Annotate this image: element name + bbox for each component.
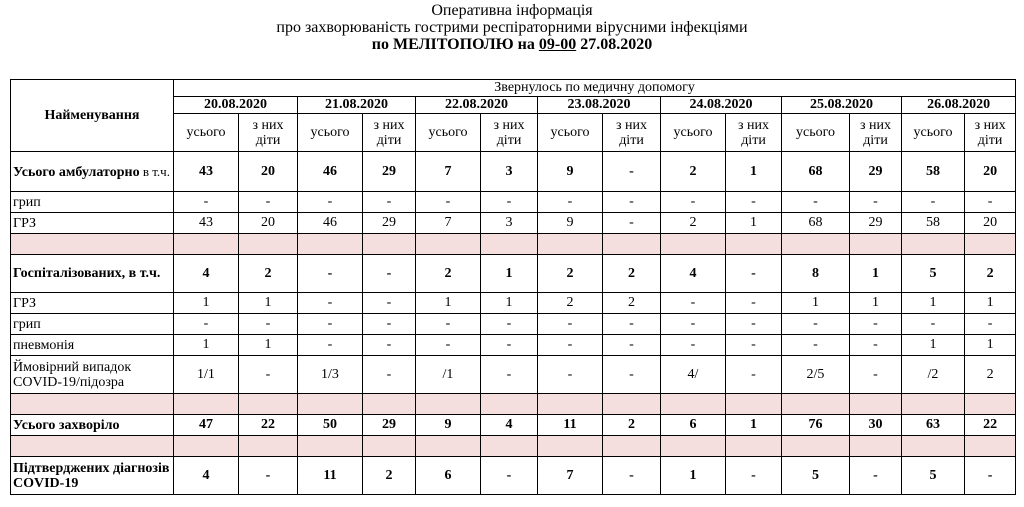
separator-cell: [239, 436, 298, 457]
row-name-text: ГРЗ: [13, 295, 37, 311]
value-total: -: [902, 314, 965, 335]
value-kids: -: [239, 314, 298, 335]
value-total: 11: [538, 415, 603, 436]
value-kids: 1: [726, 415, 782, 436]
value-kids: -: [850, 192, 902, 213]
separator-row: [11, 436, 1016, 457]
value-kids: -: [726, 192, 782, 213]
value-total: -: [538, 335, 603, 356]
value-kids: 1: [850, 293, 902, 314]
value-kids: -: [850, 335, 902, 356]
value-kids: -: [603, 457, 661, 495]
value-kids: -: [726, 314, 782, 335]
value-total: 5: [902, 457, 965, 495]
value-kids: -: [363, 192, 416, 213]
row-name-text: грип: [13, 316, 41, 332]
value-total: -: [416, 192, 481, 213]
row-name: [11, 255, 174, 293]
separator-cell: [603, 394, 661, 415]
value-kids: -: [239, 356, 298, 394]
value-kids: 2: [603, 293, 661, 314]
value-total: 2: [538, 255, 603, 293]
value-total: 7: [416, 152, 481, 192]
value-total: 2: [661, 152, 726, 192]
report-date: 27.08.2020: [576, 36, 653, 53]
table-row: [11, 255, 1016, 293]
value-kids: -: [363, 356, 416, 394]
value-total: 9: [538, 213, 603, 234]
row-name-text: ГРЗ: [13, 215, 37, 231]
subheader-kids: з них діти: [850, 114, 902, 152]
value-total: -: [538, 192, 603, 213]
value-kids: -: [726, 356, 782, 394]
value-total: 6: [661, 415, 726, 436]
value-kids: -: [363, 335, 416, 356]
subheader-kids: з них діти: [726, 114, 782, 152]
separator-cell: [850, 436, 902, 457]
table-row: [11, 192, 1016, 213]
subheader-kids: з них діти: [603, 114, 661, 152]
value-kids: -: [965, 457, 1016, 495]
value-total: -: [416, 335, 481, 356]
date-header: 26.08.2020: [902, 97, 1016, 114]
value-kids: -: [726, 335, 782, 356]
value-total: 43: [174, 152, 239, 192]
name-column-header: Найменування: [11, 80, 174, 152]
separator-cell: [782, 234, 850, 255]
value-kids: -: [850, 356, 902, 394]
value-total: 4/: [661, 356, 726, 394]
morbidity-table: [10, 79, 1016, 495]
separator-cell: [298, 234, 363, 255]
separator-cell: [416, 394, 481, 415]
value-total: 58: [902, 152, 965, 192]
value-kids: 30: [850, 415, 902, 436]
value-total: 47: [174, 415, 239, 436]
row-name: [11, 356, 174, 394]
value-kids: -: [603, 335, 661, 356]
value-kids: -: [603, 213, 661, 234]
separator-cell: [538, 234, 603, 255]
value-total: 5: [782, 457, 850, 495]
value-kids: 22: [965, 415, 1016, 436]
value-kids: 2: [965, 255, 1016, 293]
value-total: 1: [174, 335, 239, 356]
table-row: [11, 293, 1016, 314]
separator-cell: [174, 394, 239, 415]
separator-cell: [239, 234, 298, 255]
row-name: [11, 335, 174, 356]
subheader-total: усього: [298, 114, 363, 152]
report-title-line3: [0, 36, 1024, 53]
subheader-kids: з них діти: [481, 114, 538, 152]
value-kids: -: [481, 356, 538, 394]
subheader-total: усього: [661, 114, 726, 152]
value-kids: -: [850, 314, 902, 335]
value-kids: -: [965, 314, 1016, 335]
value-total: 76: [782, 415, 850, 436]
group-column-header: Звернулось по медичну допомогу: [174, 80, 1016, 97]
value-total: 2/5: [782, 356, 850, 394]
value-total: 5: [902, 255, 965, 293]
separator-cell: [298, 436, 363, 457]
value-kids: 29: [363, 415, 416, 436]
row-name: [11, 293, 174, 314]
separator-cell: [538, 436, 603, 457]
separator-cell: [965, 436, 1016, 457]
value-kids: 29: [850, 213, 902, 234]
separator-cell: [902, 394, 965, 415]
separator-cell: [416, 436, 481, 457]
subheader-kids: з них діти: [239, 114, 298, 152]
value-total: 1/3: [298, 356, 363, 394]
value-kids: 29: [363, 213, 416, 234]
value-total: -: [902, 192, 965, 213]
row-name: [11, 213, 174, 234]
value-total: /2: [902, 356, 965, 394]
separator-cell: [298, 394, 363, 415]
value-total: -: [298, 192, 363, 213]
value-kids: 1: [965, 335, 1016, 356]
value-kids: 1: [965, 293, 1016, 314]
report-time: 09-00: [538, 36, 577, 53]
value-kids: 1: [726, 213, 782, 234]
value-kids: 3: [481, 213, 538, 234]
value-total: -: [298, 255, 363, 293]
separator-cell: [661, 234, 726, 255]
value-total: 4: [661, 255, 726, 293]
value-total: -: [782, 192, 850, 213]
value-kids: -: [363, 255, 416, 293]
value-total: 43: [174, 213, 239, 234]
row-name-text: пневмонія: [13, 337, 75, 353]
value-total: 11: [298, 457, 363, 495]
subheader-kids: з них діти: [363, 114, 416, 152]
report-header: [0, 2, 1024, 53]
separator-cell: [782, 394, 850, 415]
value-kids: 2: [603, 255, 661, 293]
value-kids: 2: [603, 415, 661, 436]
value-total: -: [782, 335, 850, 356]
value-kids: -: [603, 356, 661, 394]
value-total: 2: [661, 213, 726, 234]
separator-cell: [661, 394, 726, 415]
value-kids: -: [850, 457, 902, 495]
value-total: 2: [538, 293, 603, 314]
value-kids: -: [239, 192, 298, 213]
value-kids: 1: [726, 152, 782, 192]
value-total: 4: [174, 255, 239, 293]
value-kids: 1: [239, 293, 298, 314]
value-total: -: [416, 314, 481, 335]
separator-cell: [239, 394, 298, 415]
value-kids: -: [481, 457, 538, 495]
report-title-line2: про захворюваність гострими респіраторними вірусними інфекціями: [276, 19, 748, 36]
value-kids: 1: [239, 335, 298, 356]
date-header: 25.08.2020: [782, 97, 902, 114]
value-total: 1: [902, 293, 965, 314]
value-total: 7: [538, 457, 603, 495]
value-total: 46: [298, 152, 363, 192]
subheader-kids: з них діти: [965, 114, 1016, 152]
value-total: 7: [416, 213, 481, 234]
value-kids: 2: [363, 457, 416, 495]
separator-cell: [174, 436, 239, 457]
value-kids: -: [603, 192, 661, 213]
row-name-text: Підтверджених діагнозів COVID-19: [13, 460, 170, 491]
value-total: -: [661, 293, 726, 314]
value-kids: 2: [965, 356, 1016, 394]
value-total: 1: [782, 293, 850, 314]
value-total: 4: [174, 457, 239, 495]
value-total: -: [661, 192, 726, 213]
separator-cell: [850, 394, 902, 415]
value-kids: -: [726, 293, 782, 314]
separator-cell: [603, 234, 661, 255]
separator-cell: [726, 436, 782, 457]
separator-cell: [965, 394, 1016, 415]
header-row-group: [11, 80, 1016, 97]
subheader-total: усього: [902, 114, 965, 152]
row-name: [11, 314, 174, 335]
value-total: 9: [538, 152, 603, 192]
separator-cell: [174, 234, 239, 255]
table-row: [11, 415, 1016, 436]
date-header: 23.08.2020: [538, 97, 661, 114]
table-row: [11, 457, 1016, 495]
value-kids: 1: [850, 255, 902, 293]
separator-cell: [481, 234, 538, 255]
row-name-text: Усього захворіло: [13, 417, 120, 433]
date-header: 20.08.2020: [174, 97, 298, 114]
value-total: -: [661, 335, 726, 356]
date-header: 24.08.2020: [661, 97, 782, 114]
separator-cell: [538, 394, 603, 415]
separator-row: [11, 234, 1016, 255]
value-total: -: [538, 356, 603, 394]
separator-cell: [902, 436, 965, 457]
value-total: 1/1: [174, 356, 239, 394]
separator-cell: [363, 436, 416, 457]
value-total: -: [782, 314, 850, 335]
value-total: -: [298, 335, 363, 356]
separator-cell: [363, 394, 416, 415]
subheader-total: усього: [538, 114, 603, 152]
row-name-text: Ймовірний випадок COVID-19/підозра: [13, 359, 132, 390]
table-row: [11, 213, 1016, 234]
date-header: 21.08.2020: [298, 97, 416, 114]
value-total: 9: [416, 415, 481, 436]
value-total: 8: [782, 255, 850, 293]
table-row: [11, 335, 1016, 356]
value-total: 58: [902, 213, 965, 234]
value-kids: -: [363, 314, 416, 335]
separator-cell: [603, 436, 661, 457]
separator-cell: [363, 234, 416, 255]
value-kids: 20: [965, 152, 1016, 192]
separator-cell: [416, 234, 481, 255]
value-total: 6: [416, 457, 481, 495]
value-total: 1: [661, 457, 726, 495]
value-total: 1: [416, 293, 481, 314]
row-name: [11, 192, 174, 213]
separator-cell: [11, 436, 174, 457]
value-kids: -: [363, 293, 416, 314]
separator-cell: [902, 234, 965, 255]
row-name-text: Госпіталізованих, в т.ч.: [13, 266, 161, 281]
row-name: [11, 152, 174, 192]
value-kids: 1: [481, 255, 538, 293]
value-kids: 29: [850, 152, 902, 192]
value-kids: 3: [481, 152, 538, 192]
separator-cell: [661, 436, 726, 457]
value-kids: 20: [239, 213, 298, 234]
value-total: 2: [416, 255, 481, 293]
separator-row: [11, 394, 1016, 415]
separator-cell: [481, 436, 538, 457]
subheader-total: усього: [174, 114, 239, 152]
value-total: 46: [298, 213, 363, 234]
value-kids: 20: [965, 213, 1016, 234]
table-row: [11, 356, 1016, 394]
separator-cell: [782, 436, 850, 457]
separator-cell: [11, 234, 174, 255]
table-row: [11, 314, 1016, 335]
value-total: 68: [782, 213, 850, 234]
value-kids: -: [481, 314, 538, 335]
value-kids: -: [481, 192, 538, 213]
report-city: по МЕЛІТОПОЛЮ на: [371, 36, 539, 53]
value-total: -: [174, 192, 239, 213]
value-kids: -: [603, 314, 661, 335]
row-name: [11, 415, 174, 436]
value-total: -: [298, 314, 363, 335]
table-row: [11, 152, 1016, 192]
value-kids: -: [481, 335, 538, 356]
value-total: /1: [416, 356, 481, 394]
date-header: 22.08.2020: [416, 97, 538, 114]
row-name-text: грип: [13, 194, 41, 210]
value-kids: -: [239, 457, 298, 495]
value-total: 68: [782, 152, 850, 192]
subheader-total: усього: [416, 114, 481, 152]
value-kids: 22: [239, 415, 298, 436]
value-total: -: [538, 314, 603, 335]
value-kids: -: [965, 192, 1016, 213]
value-kids: 29: [363, 152, 416, 192]
value-total: -: [661, 314, 726, 335]
report-title-line1: Оперативна інформація: [431, 2, 593, 19]
separator-cell: [481, 394, 538, 415]
value-total: 50: [298, 415, 363, 436]
separator-cell: [850, 234, 902, 255]
value-total: 1: [174, 293, 239, 314]
row-name: [11, 457, 174, 495]
separator-cell: [11, 394, 174, 415]
value-kids: -: [603, 152, 661, 192]
value-kids: 1: [481, 293, 538, 314]
value-kids: 20: [239, 152, 298, 192]
subheader-total: усього: [782, 114, 850, 152]
separator-cell: [726, 394, 782, 415]
value-kids: -: [726, 255, 782, 293]
row-name-suffix: в т.ч.: [139, 163, 170, 179]
value-total: -: [174, 314, 239, 335]
value-total: -: [298, 293, 363, 314]
row-name-text: Усього амбулаторно: [13, 164, 140, 180]
separator-cell: [726, 234, 782, 255]
value-total: 1: [902, 335, 965, 356]
value-kids: 4: [481, 415, 538, 436]
value-kids: -: [726, 457, 782, 495]
value-total: 63: [902, 415, 965, 436]
separator-cell: [965, 234, 1016, 255]
value-kids: 2: [239, 255, 298, 293]
